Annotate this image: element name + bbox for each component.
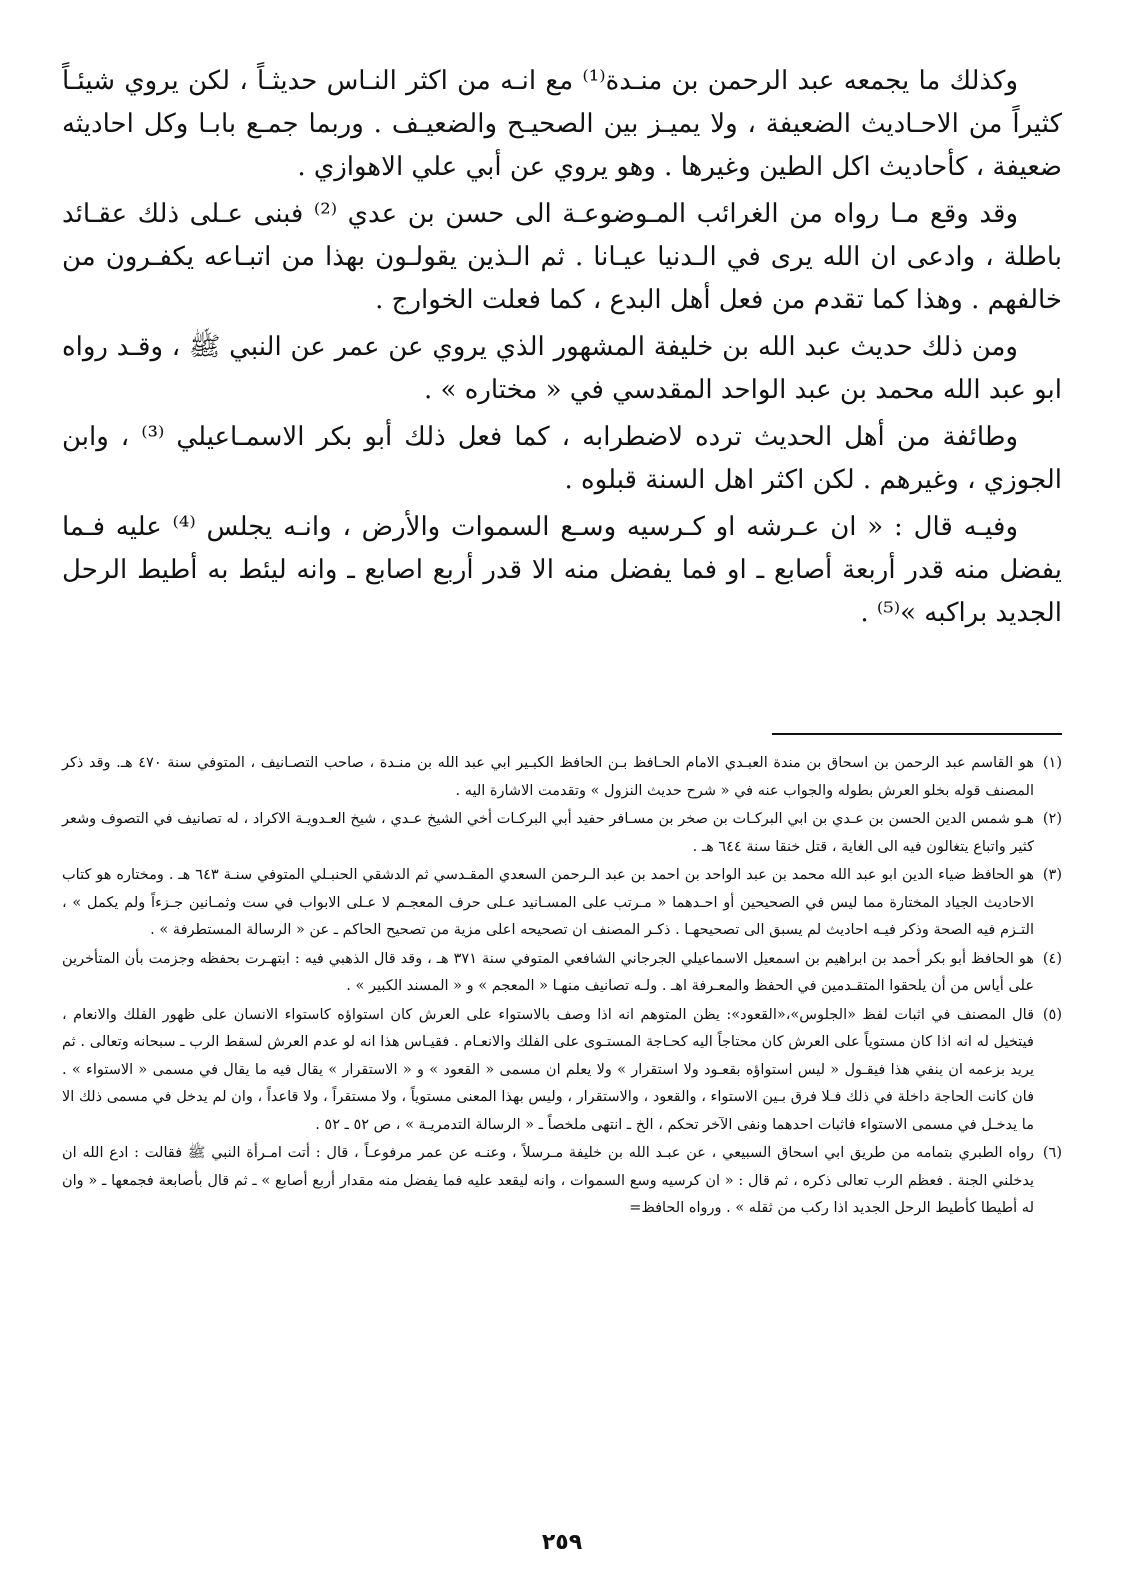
footnote-text: هو القاسم عبد الرحمن بن اسحاق بن مندة العبـدي الامام الحـافظ بـن الحافظ الكبـير ابي عبد الله بن منـدة ، صاحب التصـانيف ، المتوفي سنة ٤٧٠ هـ. وقد ذكر المصنف قوله بخلو العرش بطوله والجواب عنه في « شرح حديث النزول » وتقدمت الاشارة اليه . — [62, 755, 1034, 799]
paragraph-3: ومن ذلك حديث عبد الله بن خليفة المشهور الذي يروي عن عمر عن النبي ﷺ ، وقـد رواه ابو عبد الله محمد بن عبد الواحد المقدسي في « مختاره » . — [62, 332, 1062, 405]
footnote-number: (١) — [1042, 755, 1062, 771]
footnote-text: هو الحافظ ضياء الدين ابو عبد الله محمد بن عبد الواحد بن احمد بن عبد الـرحمن السعدي المقـدسي ثم الدشقي الحنبـلي المتوفي سنـة ٦٤٣ هـ . ومختاره هو كتاب الاحاديث الجياد المختارة مما ليس في الصحيحين أو احـدهما « مـرتب على المسـانيد عـلى حرف المعجـم لا عـلى الابواب في ست وثمـانين جـزءاً ولم يكمل » ، التـزم فيه الصحة وذكر فيـه احاديث لم يسبق الى تصحيحهـا . ذكـر المصنف ان تصحيحه اعلى مزية من تصحيح الحاكم ـ عن « الرسالة المستطرفة » . — [62, 867, 1034, 938]
footnote-number: (٥) — [1042, 1006, 1062, 1023]
footnote-1 — [62, 750, 1062, 805]
paragraph-2: وقد وقع مـا رواه من الغرائب المـوضوعـة الى حسن بن عدي ⁽²⁾ فبنى عـلى ذلك عقـائد باطلة ، وادعى ان الله يرى في الـدنيا عيـانا . ثم الـذين يقولـون بهذا من اتبـاعه يكفـرون من خالفهم . وهذا كما تقدم من فعل أهل البدع ، كما فعلت الخوارج . — [62, 199, 1062, 315]
footnote-number: (٢) — [1042, 811, 1062, 827]
footnote-number: (٣) — [1042, 867, 1062, 883]
footnote-3 — [62, 862, 1062, 945]
main-text — [62, 60, 1062, 635]
footnote-number: (٦) — [1042, 1145, 1062, 1161]
footnotes — [62, 750, 1062, 1224]
footnote-number: (٤) — [1042, 950, 1062, 967]
footnote-4 — [62, 946, 1062, 1001]
paragraph-1: وكذلك ما يجمعه عبد الرحمن بن منـدة⁽¹⁾ مع انـه من اكثر النـاس حديثـاً ، لكن يروي شيئـاً كثيراً من الاحـاديث الضعيفة ، ولا يميـز بين الصحيـح والضعيـف . وربما جمـع بابـا وكل احاديثه ضعيفة ، كأحاديث اكل الطين وغيرها . وهو يروي عن أبي علي الاهوازي . — [62, 66, 1062, 182]
footnote-divider — [772, 733, 1062, 735]
footnote-text: رواه الطبري بتمامه من طريق ابي اسحاق السبيعي ، عن عبـد الله بن خليفة مـرسلاً ، وعنـه عن عمر مرفوعـاً ، قال : أتت امـرأة النبي ﷺ فقالت : ادع الله ان يدخلني الجنة . فعظم الرب تعالى ذكره ، ثم قال : « ان كرسيه وسع السموات ، وانه ليقعد عليه فما يفضل منه مقدار أربع أصابع » ـ ثم قال بأصابعة فجمعها ـ « وان له أطيطا كأطيط الرحل الجديد اذا ركب من ثقله » . ورواه الحافظ= — [62, 1145, 1034, 1216]
footnote-2 — [62, 806, 1062, 861]
page-number: ٢٥٩ — [541, 1530, 583, 1555]
footnote-text: قال المصنف في اثبات لفظ «الجلوس»،«القعود»: يظن المتوهم انه اذا وصف بالاستواء على العرش كان استواؤه كاستواء الانسان على ظهور الفلك والانعام ، فيتخيل له انه اذا كان مستوياً على العرش كان محتاجاً اليه كحـاجة المستـوى على الفلك والانعـام . فقيـاس هذا انه لو عدم العرش لسقط الرب ـ سبحانه وتعالى . ثم يريد بزعمه ان ينفي هذا فيقـول « ليس استواؤه بقعـود ولا استقرار » ولا يعلم ان مسمى « القعود » و « الاستقرار » يقال فيه ما يقال في مسمى « الاستواء » . فان كانت الحاجة داخلة في ذلك فـلا فرق بـين الاستواء ، والقعود ، والاستقرار ، وليس بهذا المعنى مستوياً ، ولا مستقراً ، ولا قاعداً ، وان لم يدخل في مسمى ذلك الا ما يدخـل في مسمى الاستواء فاثبات احدهما ونفى الآخر تحكم ، الخ ـ انتهى ملخصاً ـ « الرسالة التدمريـة » ، ص ٥٢ ـ ٥٢ . — [62, 1006, 1034, 1133]
footnote-text: هـو شمس الدين الحسن بن عـدي بن ابي البركـات بن صخر بن مسـافر حفيد أبي البركـات أخي الشيخ عـدي ، شيخ العـدويـة الاكراد ، له تصانيف في التصوف وشعر كثير واتباع يتغالون فيه الى الغاية ، قتل خنقا سنة ٦٤٤ هـ . — [62, 811, 1034, 855]
book-page — [62, 60, 1062, 1555]
paragraph-5: وفيـه قال : « ان عـرشه او كـرسيه وسـع السموات والأرض ، وانـه يجلس ⁽⁴⁾ عليه فـما يفضل منه قدر أربعة أصابع ـ او فما يفضل منه الا قدر أربع اصابع ـ وانه ليئط به أطيط الرحل الجديد براكبه »⁽⁵⁾ . — [62, 512, 1062, 628]
footnote-text: هو الحافظ أبو بكر أحمد بن ابراهيم بن اسمعيل الاسماعيلي الجرجاني الشافعي المتوفي سنة ٣٧١ هـ ، وقد قال الذهبي فيه : ابتهـرت بحفظه وجزمت بأن المتأخرين على أياس من أن يلحقوا المتقـدمين في الحفظ والمعـرفة اهـ . ولـه تصانيف منهـا « المعجم » و « المسند الكبير » . — [62, 950, 1034, 994]
footnote-6 — [62, 1140, 1062, 1223]
paragraph-4: وطائفة من أهل الحديث ترده لاضطرابه ، كما فعل ذلك أبو بكر الاسمـاعيلي ⁽³⁾ ، وابن الجوزي ، وغيرهم . لكن اكثر اهل السنة قبلوه . — [62, 422, 1062, 495]
footnote-5 — [62, 1002, 1062, 1140]
